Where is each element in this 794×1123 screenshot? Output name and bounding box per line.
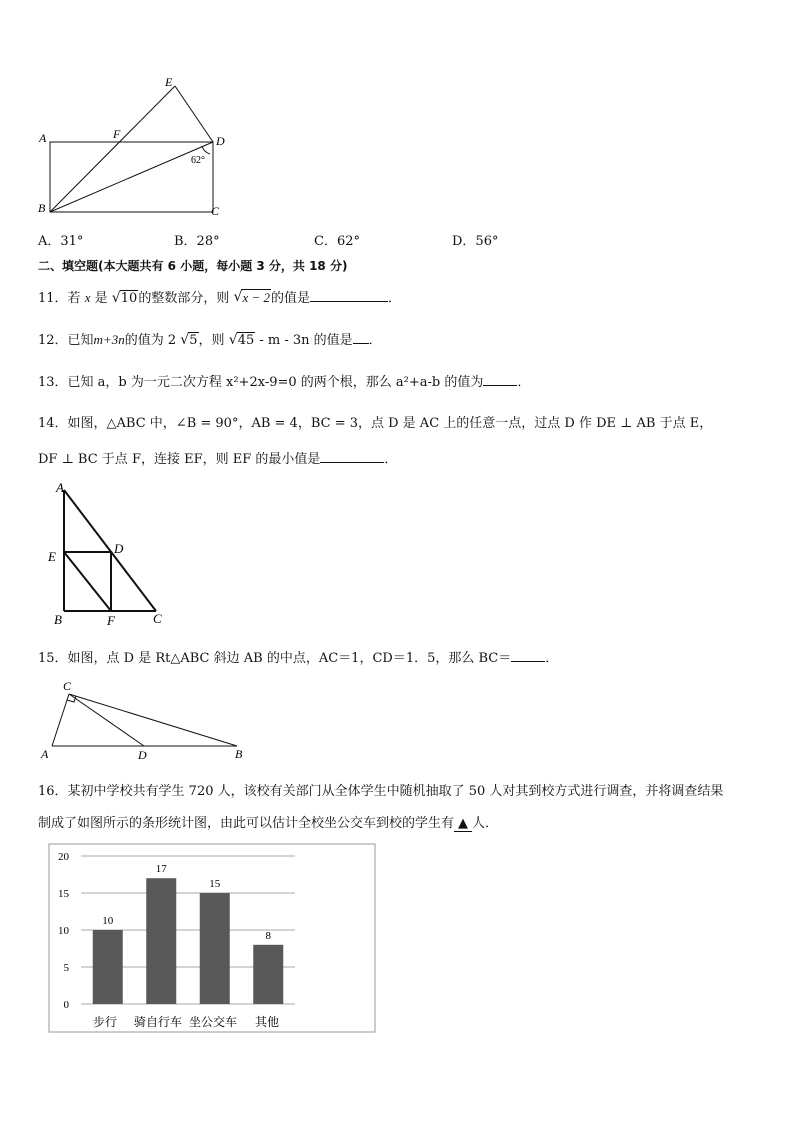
- category-label: 坐公交车: [188, 1015, 238, 1029]
- sqrt-45: √ 45: [228, 332, 255, 348]
- segment-cd: [69, 694, 144, 746]
- q16-line2a: 制成了如图所示的条形统计图，由此可以估计全校坐公交车到校的学生有: [38, 816, 455, 831]
- data-label: 17: [155, 863, 167, 876]
- label-b: B: [54, 612, 62, 627]
- question-11: [38, 287, 401, 306]
- label-e: E: [165, 75, 173, 89]
- category-label: 骑自行车: [133, 1015, 183, 1029]
- q13-dot: ．: [517, 375, 531, 390]
- bar: [93, 930, 123, 1004]
- label-f: F: [107, 613, 115, 628]
- y-tick-label: 15: [58, 888, 69, 900]
- data-label: 8: [265, 929, 271, 942]
- sqrt-5-value: 5: [189, 333, 198, 348]
- y-tick-label: 10: [58, 925, 69, 937]
- q11-is: 是: [94, 291, 108, 306]
- question-16-line2: [38, 812, 498, 832]
- segment-ef: [64, 552, 111, 611]
- sqrt-x-minus-2-value: x − 2: [242, 290, 271, 305]
- question-13: [38, 371, 530, 390]
- label-a: A: [41, 747, 49, 761]
- answer-blank-16[interactable]: [454, 816, 472, 832]
- label-c: C: [211, 204, 220, 218]
- option-a: A．31°: [38, 234, 84, 249]
- label-f: F: [113, 127, 121, 141]
- q12-num: 12．已知: [38, 333, 94, 348]
- section-heading: 二、填空题(本大题共有 6 小题，每小题 3 分，共 18 分): [38, 259, 348, 273]
- label-e: E: [48, 549, 56, 564]
- sqrt-5: √ 5: [180, 332, 198, 348]
- q12-dot: ．: [368, 333, 382, 348]
- y-tick-label: 20: [58, 851, 69, 863]
- q12-mid: 的值为 2: [124, 333, 177, 348]
- option-c: C．62°: [314, 234, 360, 249]
- category-label: 步行: [92, 1015, 118, 1029]
- q11-num: 11．若: [38, 291, 81, 306]
- y-tick-label: 0: [63, 999, 69, 1011]
- label-c: C: [153, 611, 162, 626]
- option-b: B．28°: [174, 234, 220, 249]
- q11-var: x: [84, 290, 91, 305]
- segment-cb: [69, 694, 237, 746]
- answer-blank-11[interactable]: [310, 289, 388, 302]
- q15-dot: ．: [545, 651, 559, 666]
- q12-comma: ，则: [198, 333, 225, 348]
- bar: [200, 893, 230, 1004]
- label-d: D: [216, 134, 225, 148]
- answer-blank-12[interactable]: [353, 331, 369, 344]
- bar-chart: [48, 843, 376, 1033]
- label-d: D: [138, 748, 147, 762]
- figure-q14: [44, 478, 174, 628]
- label-a: A: [56, 480, 64, 495]
- angle-arc: [202, 146, 210, 154]
- sqrt-45-value: 45: [237, 333, 255, 348]
- label-c: C: [63, 679, 72, 693]
- question-15: [38, 647, 558, 666]
- triangle-icon: ▲: [458, 816, 469, 831]
- label-a: A: [39, 131, 47, 145]
- segment-bd: [50, 142, 213, 212]
- q11-mid: 的整数部分，则: [138, 291, 230, 306]
- figure-q10: [30, 70, 230, 220]
- q12-expr: m+3n: [93, 332, 125, 347]
- label-b: B: [38, 201, 46, 215]
- option-d: D．56°: [452, 234, 499, 249]
- bar: [253, 945, 283, 1004]
- label-d: D: [114, 541, 124, 556]
- question-14-line1: 14．如图，△ABC 中，∠B = 90°，AB = 4，BC = 3，点 D 是 AC 上的任意一点，过点 D 作 DE ⊥ AB 于点 E，: [38, 416, 713, 431]
- q16-line2b: 人．: [472, 816, 499, 831]
- category-label: 其他: [254, 1015, 280, 1029]
- q11-end: 的值是: [271, 291, 311, 306]
- answer-blank-14[interactable]: [320, 450, 384, 463]
- question-14-line2: [38, 448, 397, 467]
- label-b: B: [235, 747, 243, 761]
- sqrt-x-minus-2: √ x − 2: [233, 289, 271, 305]
- question-16-line1: 16．某初中学校共有学生 720 人，该校有关部门从全体学生中随机抽取了 50 人对其到校方式进行调查，并将调查结果: [38, 784, 724, 799]
- data-label: 15: [209, 878, 221, 890]
- q11-dot: ．: [388, 291, 402, 306]
- bar: [146, 878, 176, 1004]
- q13-text: 13．已知 a，b 为一元二次方程 x²+2x-9=0 的两个根，那么 a²+a-b 的值为: [38, 375, 484, 390]
- answer-blank-15[interactable]: [511, 649, 545, 662]
- sqrt-10-value: 10: [120, 291, 138, 306]
- q12-rest: - m - 3n 的值是: [255, 333, 353, 348]
- q14-line2-text: DF ⊥ BC 于点 F，连接 EF，则 EF 的最小值是: [38, 452, 321, 467]
- answer-blank-13[interactable]: [483, 373, 517, 386]
- segment-ed: [175, 86, 213, 142]
- angle-label: 62°: [191, 155, 205, 166]
- q14-dot: ．: [384, 452, 398, 467]
- q15-text: 15．如图，点 D 是 Rt△ABC 斜边 AB 的中点，AC＝1，CD＝1．5，那么 BC＝: [38, 651, 512, 666]
- figure-q15: [38, 676, 258, 766]
- data-label: 10: [102, 915, 114, 927]
- segment-be: [50, 86, 175, 212]
- segment-ac: [52, 694, 69, 746]
- y-tick-label: 5: [63, 962, 69, 974]
- question-12: [38, 329, 382, 348]
- sqrt-10: √ 10: [111, 290, 138, 306]
